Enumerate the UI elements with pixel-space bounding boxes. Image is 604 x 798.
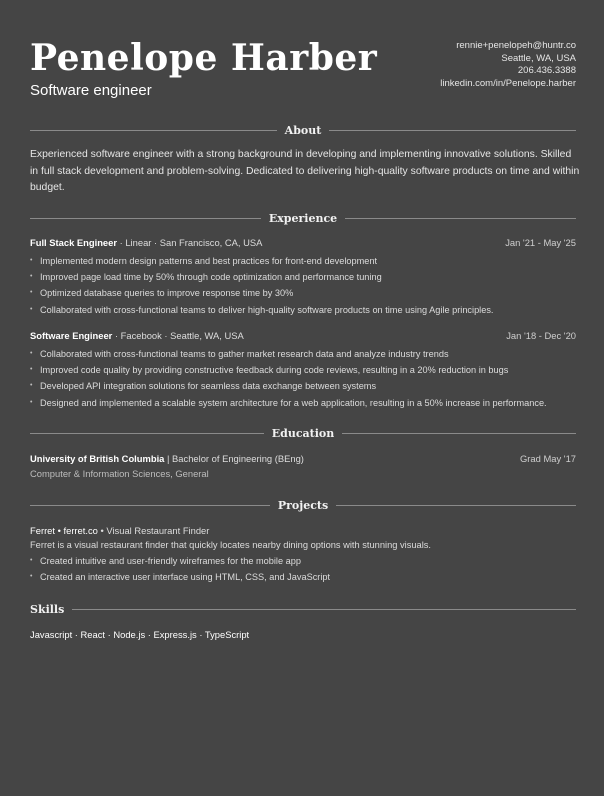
project-description: Ferret is a visual restaurant finder that quickly locates nearby dining options with stunning visuals. bbox=[30, 540, 432, 550]
skills-title: Skills bbox=[30, 602, 65, 616]
contact-location: Seattle, WA, USA bbox=[501, 52, 576, 64]
experience-section-header bbox=[30, 210, 576, 226]
job-bullets bbox=[30, 253, 582, 318]
about-section-header bbox=[30, 122, 576, 138]
school-name: University of British Columbia bbox=[30, 453, 165, 464]
candidate-role: Software engineer bbox=[30, 82, 152, 99]
list-item: • Collaborated with cross-functional teams to deliver high-quality software products on time using Agile principles. bbox=[30, 302, 582, 318]
project-tagline: • Visual Restaurant Finder bbox=[97, 525, 210, 536]
divider bbox=[30, 218, 261, 219]
divider bbox=[30, 433, 264, 434]
project-header bbox=[30, 524, 582, 538]
experience-item bbox=[30, 236, 582, 318]
degree: | Bachelor of Engineering (BEng) bbox=[164, 453, 304, 464]
graduation-date: Grad May '17 bbox=[520, 453, 576, 464]
education-title: Education bbox=[271, 426, 335, 440]
list-item: • Improved page load time by 50% through code optimization and performance tuning bbox=[30, 269, 582, 285]
about-title: About bbox=[284, 123, 322, 137]
list-item: • Created intuitive and user-friendly wireframes for the mobile app bbox=[30, 553, 582, 569]
contact-phone[interactable]: 206.436.3388 bbox=[517, 65, 576, 77]
job-header bbox=[30, 329, 582, 343]
list-item: • Created an interactive user interface using HTML, CSS, and JavaScript bbox=[30, 569, 582, 585]
job-dates: Jan '18 - Dec '20 bbox=[506, 330, 576, 341]
divider bbox=[342, 433, 576, 434]
job-details: · Linear · San Francisco, CA, USA bbox=[117, 237, 263, 248]
list-item: • Developed API integration solutions for seamless data exchange between systems bbox=[30, 378, 582, 394]
list-item: • Improved code quality by providing constructive feedback during code reviews, resulting in a 20% reduction in bugs bbox=[30, 362, 582, 378]
skills-section-header bbox=[30, 601, 576, 617]
job-dates: Jan '21 - May '25 bbox=[505, 237, 576, 248]
about-text: Experienced software engineer with a strong background in developing and implementing innovative solutions. Skilled in full stack development and problem-solving. Dedicated to delivering high-quality software products on time and within budget. bbox=[30, 149, 580, 193]
skills-list: Javascript · React · Node.js · Express.js · TypeScript bbox=[30, 629, 250, 640]
education-header bbox=[30, 452, 582, 466]
divider bbox=[329, 130, 576, 131]
job-header bbox=[30, 236, 582, 250]
list-item: • Implemented modern design patterns and best practices for front-end development bbox=[30, 253, 582, 269]
education-section-header bbox=[30, 425, 576, 441]
project-bullets bbox=[30, 553, 582, 585]
field-of-study: Computer & Information Sciences, General bbox=[30, 468, 209, 479]
job-title: Software Engineer bbox=[30, 330, 113, 341]
list-item: • Designed and implemented a scalable system architecture for a web application, resulting in a 50% increase in performance. bbox=[30, 395, 582, 411]
resume-header bbox=[30, 36, 576, 106]
divider bbox=[30, 130, 277, 131]
job-title: Full Stack Engineer bbox=[30, 237, 118, 248]
divider bbox=[345, 218, 576, 219]
list-item: • Optimized database queries to improve response time by 30% bbox=[30, 285, 582, 301]
projects-section-header bbox=[30, 497, 576, 513]
contact-linkedin[interactable]: linkedin.com/in/Penelope.harber bbox=[440, 78, 576, 90]
divider bbox=[72, 609, 576, 610]
contact-email[interactable]: rennie+penelopeh@huntr.co bbox=[456, 40, 576, 51]
experience-title: Experience bbox=[268, 211, 338, 225]
divider bbox=[30, 505, 270, 506]
education-item bbox=[30, 452, 582, 481]
project-item bbox=[30, 524, 582, 585]
contact-info bbox=[440, 40, 576, 91]
job-details: · Facebook · Seattle, WA, USA bbox=[112, 330, 244, 341]
projects-title: Projects bbox=[277, 498, 329, 512]
experience-item bbox=[30, 329, 582, 411]
project-name[interactable]: Ferret • ferret.co bbox=[30, 525, 98, 536]
candidate-name: Penelope Harber bbox=[30, 37, 378, 79]
list-item: • Collaborated with cross-functional teams to gather market research data and analyze industry trends bbox=[30, 346, 582, 362]
job-bullets bbox=[30, 346, 582, 411]
divider bbox=[336, 505, 576, 506]
